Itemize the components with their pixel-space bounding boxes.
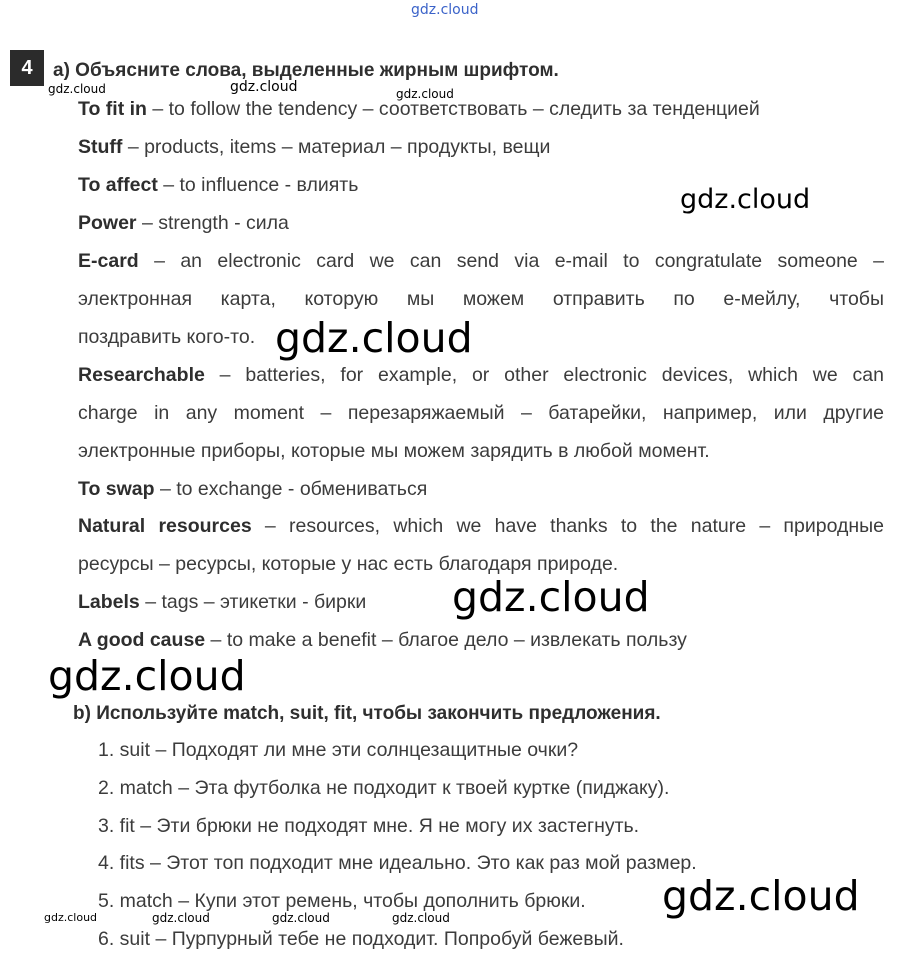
definition-entry [78,242,884,280]
watermark: gdz.cloud [680,184,811,215]
definition-entry [78,583,366,621]
term: A good cause [78,629,206,651]
term: To fit in [78,98,147,120]
term: Power [78,212,137,234]
definition: – to influence - влиять [157,174,359,196]
list-item: 3. fit – Эти брюки не подходят мне. Я не могу их застегнуть. [98,815,640,837]
definition-entry [78,166,358,204]
term: To affect [78,174,158,196]
definition: – strength - сила [136,212,289,234]
watermark: gdz.cloud [44,911,98,924]
watermark: gdz.cloud [662,872,860,920]
definition: – to make a benefit – благое дело – извлекать пользу [205,629,687,651]
definition-entry [78,128,550,166]
list-item: 6. suit – Пурпурный тебе не подходит. Попробуй бежевый. [98,928,624,950]
watermark: gdz.cloud [411,2,479,18]
exercise-number-badge: 4 [10,50,44,86]
definition-continuation: электронная карта, которую мы можем отправить по е-мейлу, чтобы [78,288,884,310]
term: Researchable [78,364,205,386]
definition: – products, items – материал – продукты, вещи [122,136,551,158]
definition: – an electronic card we can send via e-mail to congratulate someone – [138,250,884,272]
definition-entry [78,204,289,242]
watermark: gdz.cloud [275,314,473,362]
term: To swap [78,478,155,500]
definition-entry [78,470,427,508]
definition: – to exchange - обмениваться [154,478,428,500]
watermark: gdz.cloud [230,79,298,95]
watermark: gdz.cloud [48,82,106,96]
section-b-heading: b) Используйте match, suit, fit, чтобы закончить предложения. [73,703,661,724]
definition-continuation: charge in any moment – перезаряжаемый – батарейки, например, или другие [78,402,884,424]
definition-entry [78,90,760,128]
section-a-heading: a) Объясните слова, выделенные жирным шрифтом. [53,60,559,81]
watermark: gdz.cloud [396,87,454,101]
definition-entry [78,507,884,545]
definition-continuation: ресурсы – ресурсы, которые у нас есть благодаря природе. [78,553,619,575]
term: Labels [78,591,140,613]
definition-continuation: электронные приборы, которые мы можем зарядить в любой момент. [78,440,710,462]
watermark: gdz.cloud [392,911,450,925]
list-item: 1. suit – Подходят ли мне эти солнцезащитные очки? [98,739,579,761]
list-item: 2. match – Эта футболка не подходит к твоей куртке (пиджаку). [98,777,670,799]
definition-entry [78,621,687,659]
definition: – to follow the tendency – соответствовать – следить за тенденцией [146,98,760,120]
term: Natural resources [78,515,252,537]
term: Stuff [78,136,123,158]
definition: – tags – этикетки - бирки [139,591,367,613]
definition-continuation: поздравить кого-то. [78,326,256,348]
watermark: gdz.cloud [452,573,650,621]
list-item: 4. fits – Этот топ подходит мне идеально. Это как раз мой размер. [98,852,697,874]
definition: – batteries, for example, or other electronic devices, which we can [204,364,884,386]
term: E-card [78,250,139,272]
definition-entry [78,356,884,394]
list-item: 5. match – Купи этот ремень, чтобы дополнить брюки. [98,890,586,912]
watermark: gdz.cloud [272,911,330,925]
definition: – resources, which we have thanks to the nature – природные [251,515,884,537]
watermark: gdz.cloud [48,652,246,700]
watermark: gdz.cloud [152,911,210,925]
